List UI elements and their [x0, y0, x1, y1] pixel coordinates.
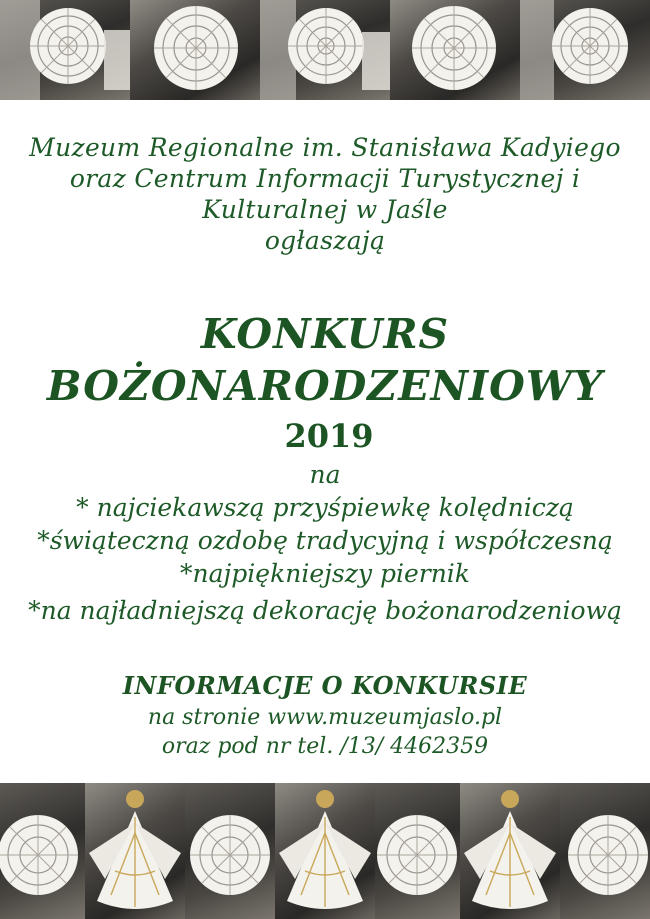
lace-bauble-photo [0, 783, 85, 919]
top-photo-strip [0, 0, 650, 100]
website-line: na stronie www.muzeumjaslo.pl [147, 705, 503, 730]
organizer-line-3: Kulturalnej w Jaśle [202, 195, 448, 224]
bottom-photo-strip [0, 783, 650, 919]
category-item: *na najładniejszą dekorację bożonarodzeniową [28, 596, 622, 625]
title-line-2: BOŻONARODZENIOWY [46, 362, 604, 410]
lace-bauble-photo [390, 0, 520, 100]
categories-intro: na [309, 460, 341, 489]
organizer-line-2: oraz Centrum Informacji Turystycznej i [69, 164, 581, 193]
categories-list [0, 458, 650, 627]
announce-line: ogłaszają [264, 226, 386, 255]
category-item: *świąteczną ozdobę tradycyjną i współczesną [37, 526, 613, 555]
contest-year: 2019 [284, 417, 374, 455]
organizers-text [0, 132, 650, 256]
category-item: * najciekawszą przyśpiewkę kolędniczą [76, 493, 574, 522]
lace-angel-photo [460, 783, 560, 919]
lace-bauble-photo [375, 783, 460, 919]
lace-bauble-photo [260, 0, 390, 100]
phone-line: oraz pod nr tel. /13/ 4462359 [161, 734, 489, 759]
contest-title [0, 308, 650, 412]
lace-bauble-photo [185, 783, 275, 919]
lace-bauble-photo [0, 0, 130, 100]
organizer-line-1: Muzeum Regionalne im. Stanisława Kadyiego [29, 133, 621, 162]
contact-info [0, 703, 650, 761]
lace-angel-photo [85, 783, 185, 919]
info-heading: INFORMACJE O KONKURSIE [122, 671, 528, 700]
lace-angel-photo [275, 783, 375, 919]
lace-bauble-photo [560, 783, 650, 919]
lace-bauble-photo [130, 0, 260, 100]
title-line-1: KONKURS [200, 310, 450, 358]
lace-bauble-photo [520, 0, 650, 100]
category-item: *najpiękniejszy piernik [180, 559, 470, 588]
